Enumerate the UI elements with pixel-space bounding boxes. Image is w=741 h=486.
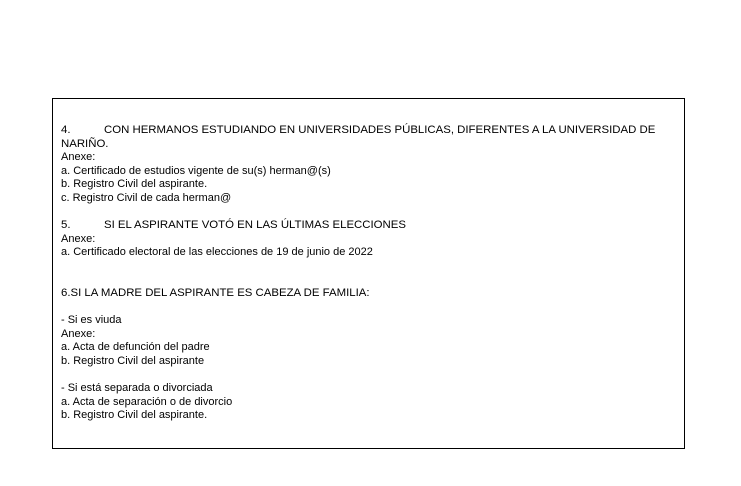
section-5-heading xyxy=(61,219,676,233)
requirements-box xyxy=(52,98,685,449)
section-6-separated-item-a: a. Acta de separación o de divorcio xyxy=(61,395,233,408)
section-6-widow-item-b: b. Registro Civil del aspirante xyxy=(61,354,205,367)
section-4-title: CON HERMANOS ESTUDIANDO EN UNIVERSIDADES PÚBLICAS, DIFERENTES A LA UNIVERSIDAD DE NARIÑO. xyxy=(61,124,656,150)
section-5-item-a: a. Certificado electoral de las elecciones de 19 de junio de 2022 xyxy=(61,246,373,259)
requirements-content xyxy=(61,124,676,423)
section-5-title: SI EL ASPIRANTE VOTÓ EN LAS ÚLTIMAS ELECCIONES xyxy=(104,219,406,232)
section-6-widow-label: - Si es viuda xyxy=(61,314,122,327)
section-4-item-c: c. Registro Civil de cada herman@ xyxy=(61,191,232,204)
section-4-annex-label: Anexe: xyxy=(61,151,96,164)
section-6-widow-annex-label: Anexe: xyxy=(61,327,96,340)
section-5-number: 5. xyxy=(61,219,71,232)
section-6-separated-item-b: b. Registro Civil del aspirante. xyxy=(61,409,208,422)
section-5-annex-label: Anexe: xyxy=(61,232,96,245)
section-6-widow-item-a: a. Acta de defunción del padre xyxy=(61,341,210,354)
section-6-separated-label: - Si está separada o divorciada xyxy=(61,382,213,395)
section-6-title: 6.SI LA MADRE DEL ASPIRANTE ES CABEZA DE FAMILIA: xyxy=(61,286,370,299)
section-4-item-b: b. Registro Civil del aspirante. xyxy=(61,178,208,191)
section-4-item-a: a. Certificado de estudios vigente de su(s) herman@(s) xyxy=(61,164,331,177)
section-4-heading xyxy=(61,124,676,151)
section-4-number: 4. xyxy=(61,124,71,136)
